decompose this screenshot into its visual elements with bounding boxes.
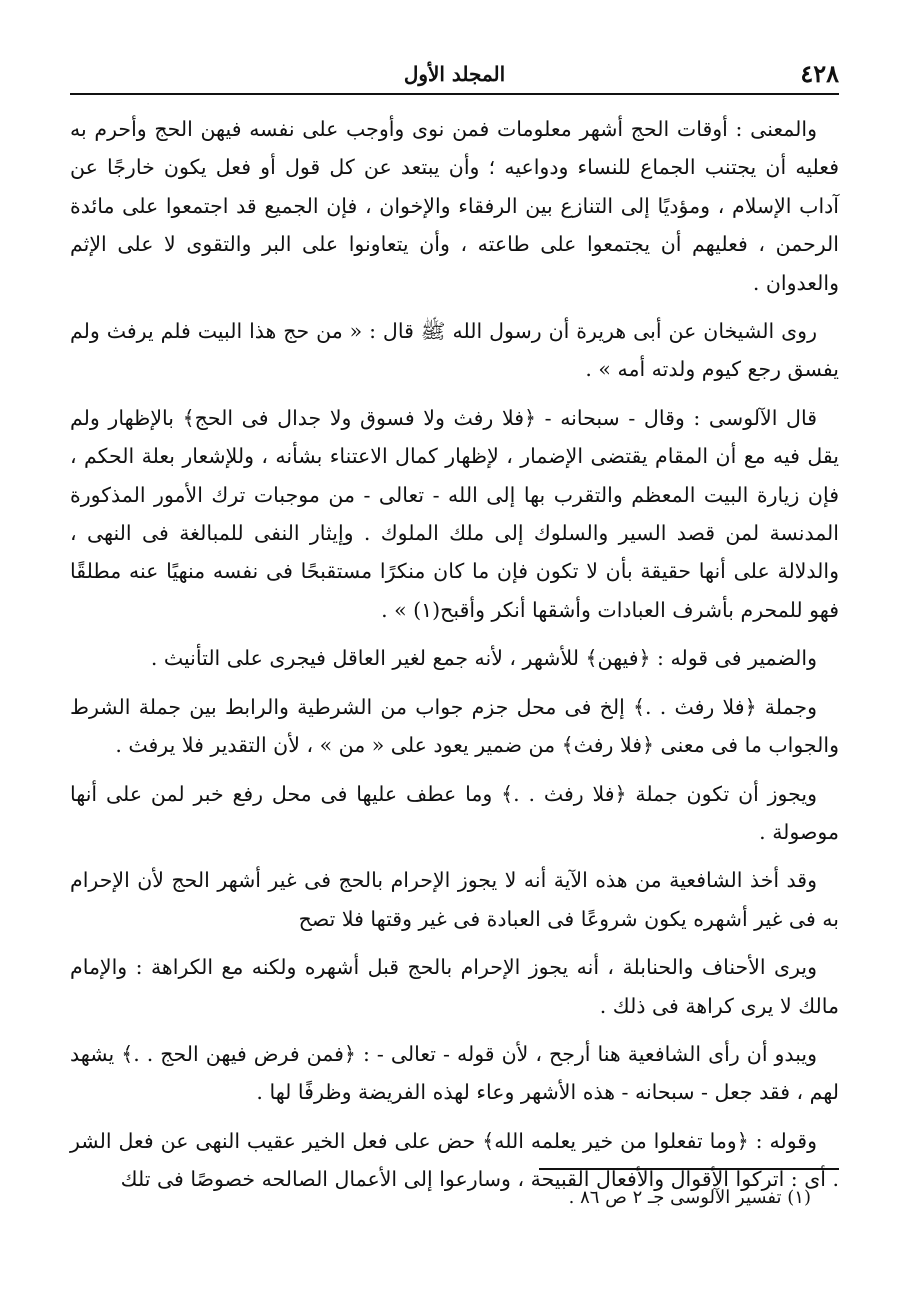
- volume-title: المجلد الأول: [403, 62, 506, 86]
- body-text: [70, 110, 839, 1209]
- header-rule: [70, 93, 839, 95]
- paragraph-preference: ويبدو أن رأى الشافعية هنا أرجح ، لأن قوله - تعالى - : ﴿فمن فرض فيهن الحج . .﴾ يشهد لهم ، فقد جعل - سبحانه - هذه الأشهر وعاء لهذه الفريضة وظرفًا لها .: [70, 1041, 839, 1105]
- paragraph-shafii: وقد أخذ الشافعية من هذه الآية أنه لا يجوز الإحرام بالحج فى غير أشهر الحج لأن الإحرام به فى غير أشهره يكون شروعًا فى العبادة فى غير وقتها فلا تصح: [70, 868, 839, 931]
- footnote: (١) تفسير الآلوسى جـ ٢ ص ٨٦ .: [568, 1187, 811, 1208]
- page-number: ٤٢٨: [800, 59, 839, 88]
- footnote-rule: [539, 1168, 839, 1170]
- paragraph-good-deeds: وقوله : ﴿وما تفعلوا من خير يعلمه الله﴾ حض على فعل الخير عقيب النهى عن فعل الشر . أى : اتركوا الأقوال والأفعال القبيحة ، وسارعوا إلى الأعمال الصالحه خصوصًا فى تلك: [70, 1128, 839, 1192]
- paragraph-grammar-1: وجملة ﴿فلا رفث . .﴾ إلخ فى محل جزم جواب من الشرطية والرابط بين جملة الشرط والجواب ما فى معنى ﴿فلا رفث﴾ من ضمير يعود على « من » ، لأن التقدير فلا يرفث .: [70, 694, 839, 758]
- paragraph-alusi-quote: قال الآلوسى : وقال - سبحانه - ﴿فلا رفث ولا فسوق ولا جدال فى الحج﴾ بالإظهار ولم يقل فيه مع أن المقام يقتضى الإضمار ، لإظهار كمال الاعتناء بشأنه ، وللإشعار بعلة الحكم ، فإن زيارة البيت المعظم والتقرب بها إلى الله - تعالى - من موجبات ترك الأمور المذكورة المدنسة لمن قصد السير والسلوك إلى ملك الملوك . وإيثار النفى للمبالغة فى النهى ، والدلالة على أنها حقيقة بأن لا تكون فإن ما كان منكرًا مستقبحًا فى نفسه منهيًا عنه مطلقًا فهو للمحرم بأشرف العبادات وأشقها أنكر وأقبح(١) » .: [70, 405, 839, 622]
- paragraph-meaning: والمعنى : أوقات الحج أشهر معلومات فمن نوى وأوجب على نفسه فيهن الحج وأحرم به فعليه أن يجتنب الجماع للنساء ودواعيه ؛ وأن يبتعد عن كل قول أو فعل يكون خارجًا عن آداب الإسلام ، ومؤديًا إلى التنازع بين الرفقاء والإخوان ، فإن الجميع قد اجتمعوا على مائدة الرحمن ، فعليهم أن يجتمعوا على طاعته ، وأن يتعاونوا على البر والتقوى لا على الإثم والعدوان .: [70, 117, 839, 295]
- running-head: [70, 52, 839, 92]
- paragraph-hanafi-hanbali: ويرى الأحناف والحنابلة ، أنه يجوز الإحرام بالحج قبل أشهره ولكنه مع الكراهة : والإمام مالك لا يرى كراهة فى ذلك .: [70, 955, 839, 1018]
- paragraph-hadith: روى الشيخان عن أبى هريرة أن رسول الله ﷺ قال : « من حج هذا البيت فلم يرفث ولم يفسق رجع كيوم ولدته أمه » .: [70, 319, 839, 382]
- paragraph-pronoun: والضمير فى قوله : ﴿فيهن﴾ للأشهر ، لأنه جمع لغير العاقل فيجرى على التأنيث .: [150, 646, 817, 671]
- paragraph-grammar-2: ويجوز أن تكون جملة ﴿فلا رفث . .﴾ وما عطف عليها فى محل رفع خبر لمن على أنها موصولة .: [70, 781, 839, 844]
